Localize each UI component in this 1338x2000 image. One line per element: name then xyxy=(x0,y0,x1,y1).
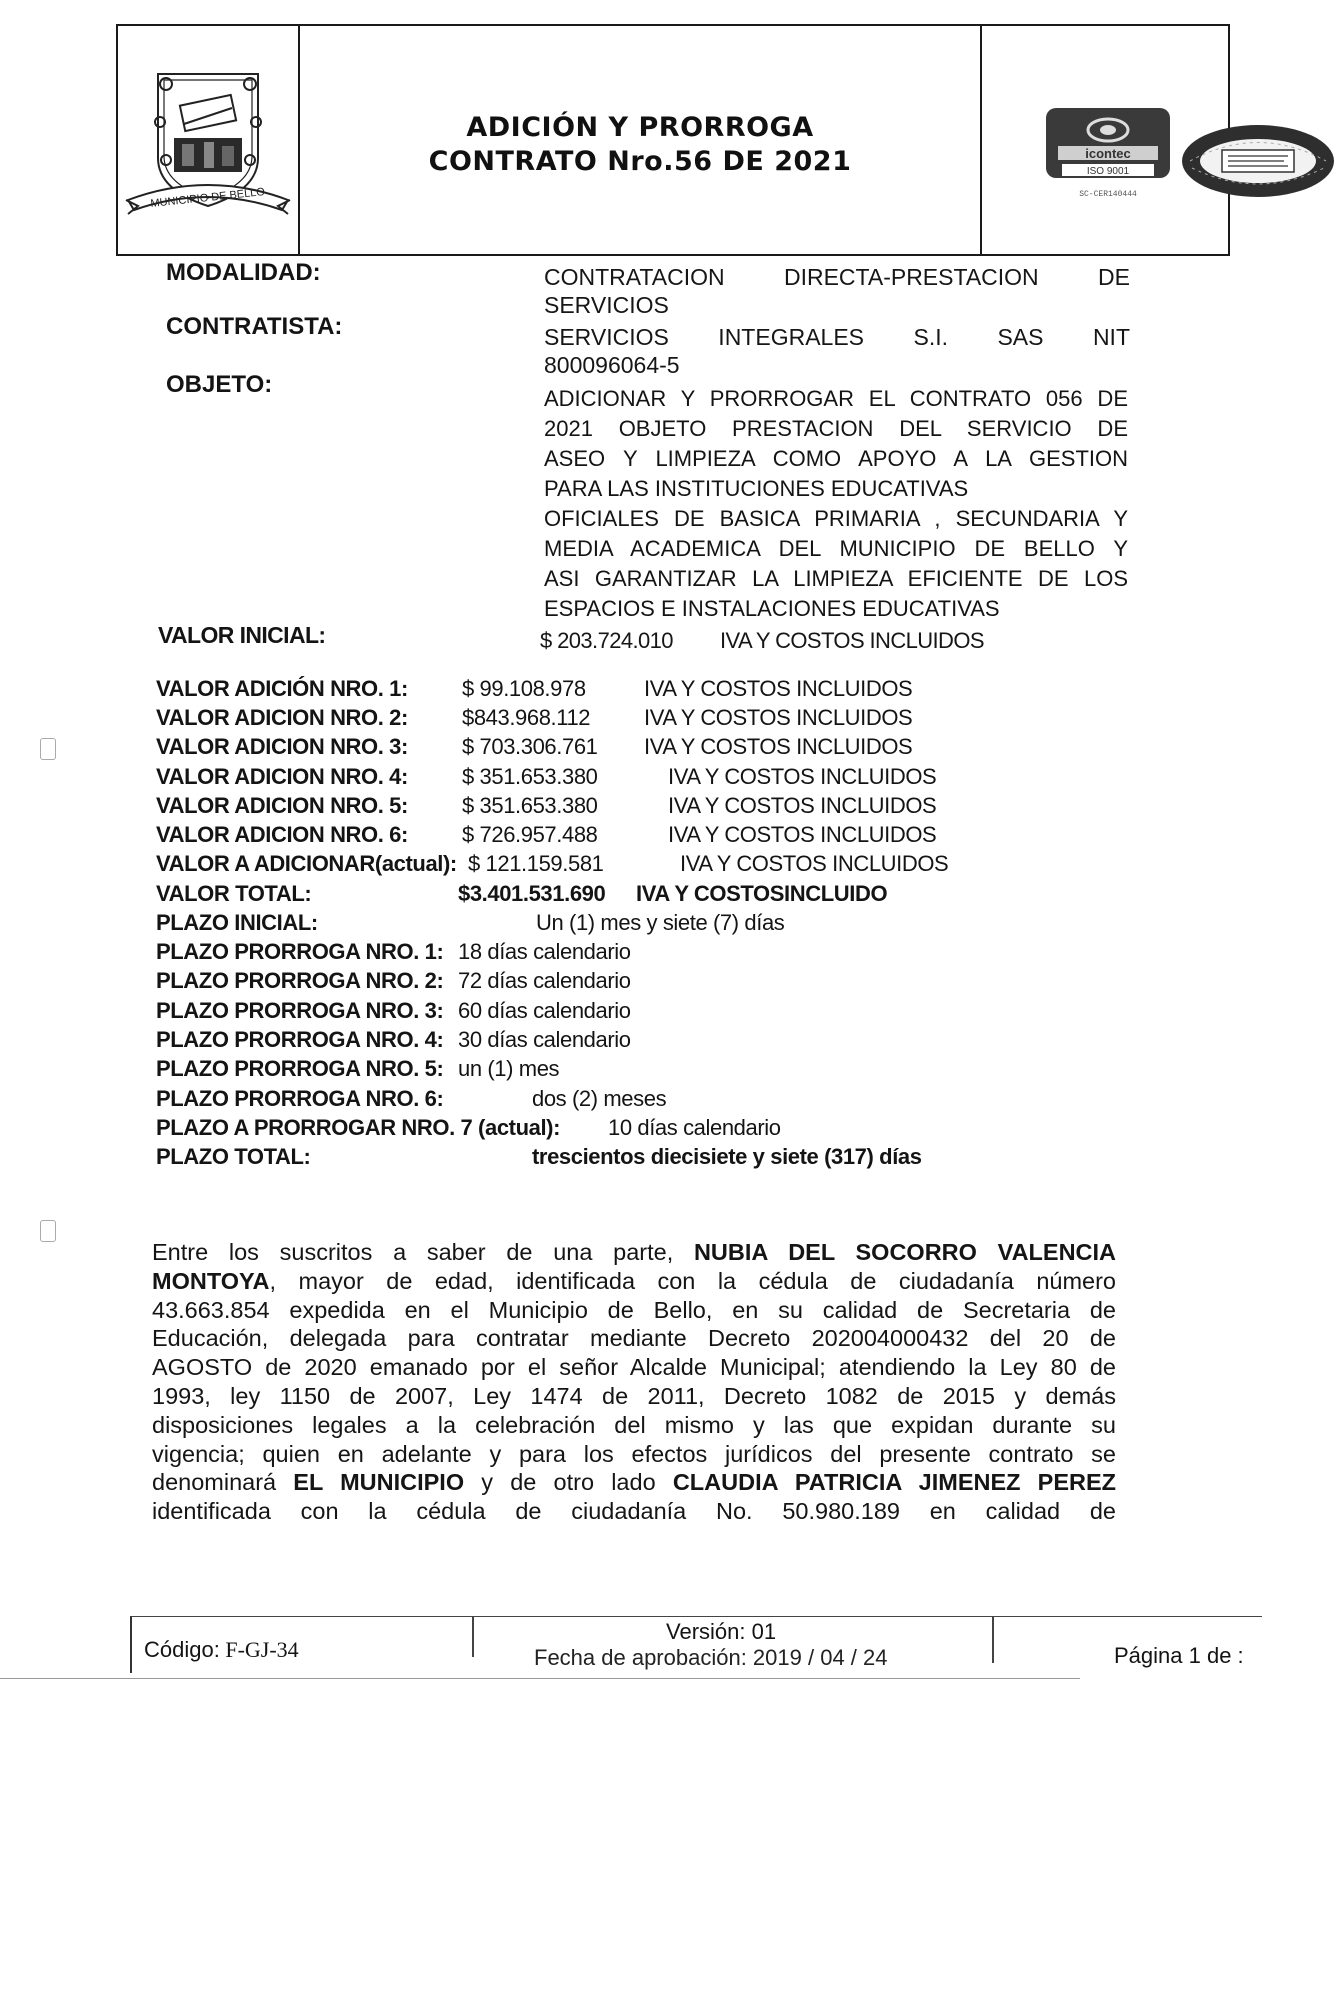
punch-hole-mark xyxy=(40,738,56,760)
valor-row-label: VALOR ADICION NRO. 5: xyxy=(156,793,408,818)
plazo-row-value: 30 días calendario xyxy=(458,1027,631,1052)
plazo-total-label: PLAZO TOTAL: xyxy=(156,1144,311,1169)
plazo-row-label: PLAZO PRORROGA NRO. 6: xyxy=(156,1086,444,1111)
paragraph-line: disposiciones legales a la celebración del mismo y las que expidan durante su xyxy=(152,1411,1116,1438)
plazo-row-value: un (1) mes xyxy=(458,1056,560,1081)
valor-row-label: VALOR ADICION NRO. 6: xyxy=(156,822,408,847)
footer-divider xyxy=(992,1617,994,1663)
plazo-total-value: trescientos diecisiete y siete (317) días xyxy=(532,1144,922,1169)
plazo-row-label: PLAZO A PRORROGAR NRO. 7 (actual): xyxy=(156,1115,561,1140)
paragraph-line xyxy=(152,1468,1116,1497)
objeto-line: ESPACIOS E INSTALACIONES EDUCATIVAS xyxy=(544,596,1000,621)
valor-row-amount: $ 121.159.581 xyxy=(468,851,604,876)
valor-row-note: IVA Y COSTOS INCLUIDOS xyxy=(644,734,913,759)
icontec-label: icontec xyxy=(1085,146,1131,161)
party-name-bold: MONTOYA xyxy=(152,1267,270,1294)
valor-row-amount: $843.968.112 xyxy=(462,705,591,730)
paragraph-line: Educación, delegada para contratar mediante Decreto 202004000432 del 20 de xyxy=(152,1325,1116,1352)
valor-row-label: VALOR ADICION NRO. 4: xyxy=(156,764,408,789)
crest-ribbon-text: MUNICIPIO DE BELLO xyxy=(149,186,266,210)
objeto-line: ADICIONAR Y PRORROGAR EL CONTRATO 056 DE xyxy=(544,386,1128,411)
valor-row-note: IVA Y COSTOS INCLUIDOS xyxy=(680,851,949,876)
icontec-seal-icon xyxy=(1044,102,1172,212)
objeto-line: PARA LAS INSTITUCIONES EDUCATIVAS xyxy=(544,476,969,501)
paragraph-line: identificada con la cédula de ciudadanía No. 50.980.189 en calidad de xyxy=(152,1498,1116,1525)
paragraph-text: y de otro lado xyxy=(481,1469,656,1496)
footer-codigo-value: F-GJ-34 xyxy=(225,1637,299,1662)
objeto-line: 2021 OBJETO PRESTACION DEL SERVICIO DE xyxy=(544,416,1128,441)
modalidad-value-line-2: SERVICIOS xyxy=(544,292,669,318)
municipio-crest-logo xyxy=(124,60,292,220)
footer-version: Versión: 01 xyxy=(666,1619,777,1644)
document-header xyxy=(116,24,1230,256)
footer-fecha-aprobacion: Fecha de aprobación: 2019 / 04 / 24 xyxy=(534,1645,888,1670)
plazo-row-label: PLAZO PRORROGA NRO. 1: xyxy=(156,939,444,964)
header-logo-cell xyxy=(118,26,300,254)
document-title-line-1: ADICIÓN Y PRORROGA xyxy=(466,112,814,143)
document-title-line-2: CONTRATO Nro.56 DE 2021 xyxy=(428,146,852,177)
valor-inicial-amount: $ 203.724.010 xyxy=(540,628,673,653)
valor-total-amount: $3.401.531.690 xyxy=(458,881,606,906)
valor-row-note: IVA Y COSTOS INCLUIDOS xyxy=(668,822,937,847)
objeto-value xyxy=(544,384,1128,624)
cert-code-label: SC-CER140444 xyxy=(1079,190,1137,199)
party-name-bold: CLAUDIA PATRICIA JIMENEZ PEREZ xyxy=(672,1469,1117,1496)
valor-row-amount: $ 99.108.978 xyxy=(462,676,586,701)
header-certification-cell xyxy=(982,26,1228,254)
plazo-row-value: 60 días calendario xyxy=(458,998,631,1023)
paragraph-line xyxy=(152,1238,1116,1267)
plazo-row-value: 10 días calendario xyxy=(608,1115,781,1140)
footer-codigo xyxy=(144,1637,299,1663)
plazo-row-value: 18 días calendario xyxy=(458,939,631,964)
valor-total-label: VALOR TOTAL: xyxy=(156,881,312,906)
party-name-bold: EL MUNICIPIO xyxy=(293,1469,465,1496)
plazo-row-value: dos (2) meses xyxy=(532,1086,667,1111)
valor-row-label: VALOR A ADICIONAR(actual): xyxy=(156,851,457,876)
modalidad-value-line-1: CONTRATACION DIRECTA-PRESTACION DE xyxy=(544,264,1130,290)
contratista-value-line-1: SERVICIOS INTEGRALES S.I. SAS NIT xyxy=(544,324,1130,350)
punch-hole-mark xyxy=(40,1220,56,1242)
valor-row-amount: $ 351.653.380 xyxy=(462,793,598,818)
modalidad-label: MODALIDAD: xyxy=(166,259,321,286)
valor-row-label: VALOR ADICIÓN NRO. 1: xyxy=(156,676,408,701)
plazo-row-label: PLAZO INICIAL: xyxy=(156,910,318,935)
valor-row-label: VALOR ADICION NRO. 2: xyxy=(156,705,408,730)
valor-row-amount: $ 703.306.761 xyxy=(462,734,598,759)
valor-row-label: VALOR ADICION NRO. 3: xyxy=(156,734,408,759)
valor-row-note: IVA Y COSTOS INCLUIDOS xyxy=(668,793,937,818)
valor-row-note: IVA Y COSTOS INCLUIDOS xyxy=(644,705,913,730)
paragraph-text: , mayor de edad, identificada con la cédula de ciudadanía número xyxy=(269,1267,1116,1294)
objeto-line: ASEO Y LIMPIEZA COMO APOYO A LA GESTION xyxy=(544,446,1128,471)
plazo-row-label: PLAZO PRORROGA NRO. 2: xyxy=(156,968,444,993)
plazo-row-label: PLAZO PRORROGA NRO. 3: xyxy=(156,998,444,1023)
objeto-line: MEDIA ACADEMICA DEL MUNICIPIO DE BELLO Y xyxy=(544,536,1128,561)
paragraph-line: AGOSTO de 2020 emanado por el señor Alcalde Municipal; atendiendo la Ley 80 de xyxy=(152,1354,1116,1381)
valor-row-note: IVA Y COSTOS INCLUIDOS xyxy=(668,764,937,789)
paragraph-text: Entre los suscritos a saber de una parte, xyxy=(152,1239,674,1265)
party-name-bold: NUBIA DEL SOCORRO VALENCIA xyxy=(693,1239,1117,1265)
header-title-cell xyxy=(300,26,982,254)
paragraph-line: vigencia; quien en adelante y para los efectos jurídicos del presente contrato se xyxy=(152,1440,1116,1467)
plazo-row-label: PLAZO PRORROGA NRO. 5: xyxy=(156,1056,444,1081)
iso-label: ISO 9001 xyxy=(1086,166,1130,177)
plazo-row-value: Un (1) mes y siete (7) días xyxy=(536,910,785,935)
objeto-line: ASI GARANTIZAR LA LIMPIEZA EFICIENTE DE LOS xyxy=(544,566,1128,591)
document-footer xyxy=(130,1616,1262,1673)
contract-body-paragraph xyxy=(152,1238,1116,1526)
footer-codigo-label: Código: xyxy=(144,1637,220,1662)
objeto-label: OBJETO: xyxy=(166,371,273,398)
valor-row-note: IVA Y COSTOS INCLUIDOS xyxy=(644,676,913,701)
valor-row-amount: $ 351.653.380 xyxy=(462,764,598,789)
valor-inicial-note: IVA Y COSTOS INCLUIDOS xyxy=(720,628,984,653)
paragraph-line xyxy=(152,1267,1116,1296)
footer-bottom-rule xyxy=(0,1678,1080,1679)
contratista-label: CONTRATISTA: xyxy=(166,313,343,340)
plazo-row-value: 72 días calendario xyxy=(458,968,631,993)
valor-row-amount: $ 726.957.488 xyxy=(462,822,598,847)
paragraph-line: 1993, ley 1150 de 2007, Ley 1474 de 2011, Decreto 1082 de 2015 y demás xyxy=(152,1382,1116,1409)
footer-divider xyxy=(472,1617,474,1657)
paragraph-line: 43.663.854 expedida en el Municipio de Bello, en su calidad de Secretaria de xyxy=(152,1296,1116,1323)
footer-pagina: Página 1 de : xyxy=(1114,1643,1244,1668)
contratista-value-line-2: 800096064-5 xyxy=(544,352,680,378)
valor-inicial-label: VALOR INICIAL: xyxy=(158,622,326,648)
objeto-line: OFICIALES DE BASICA PRIMARIA , SECUNDARIA Y xyxy=(544,506,1128,531)
certification-oval-seal-icon xyxy=(1178,120,1338,202)
valor-total-note: IVA Y COSTOSINCLUIDO xyxy=(636,881,888,906)
plazo-row-label: PLAZO PRORROGA NRO. 4: xyxy=(156,1027,444,1052)
paragraph-text: denominará xyxy=(152,1469,277,1496)
